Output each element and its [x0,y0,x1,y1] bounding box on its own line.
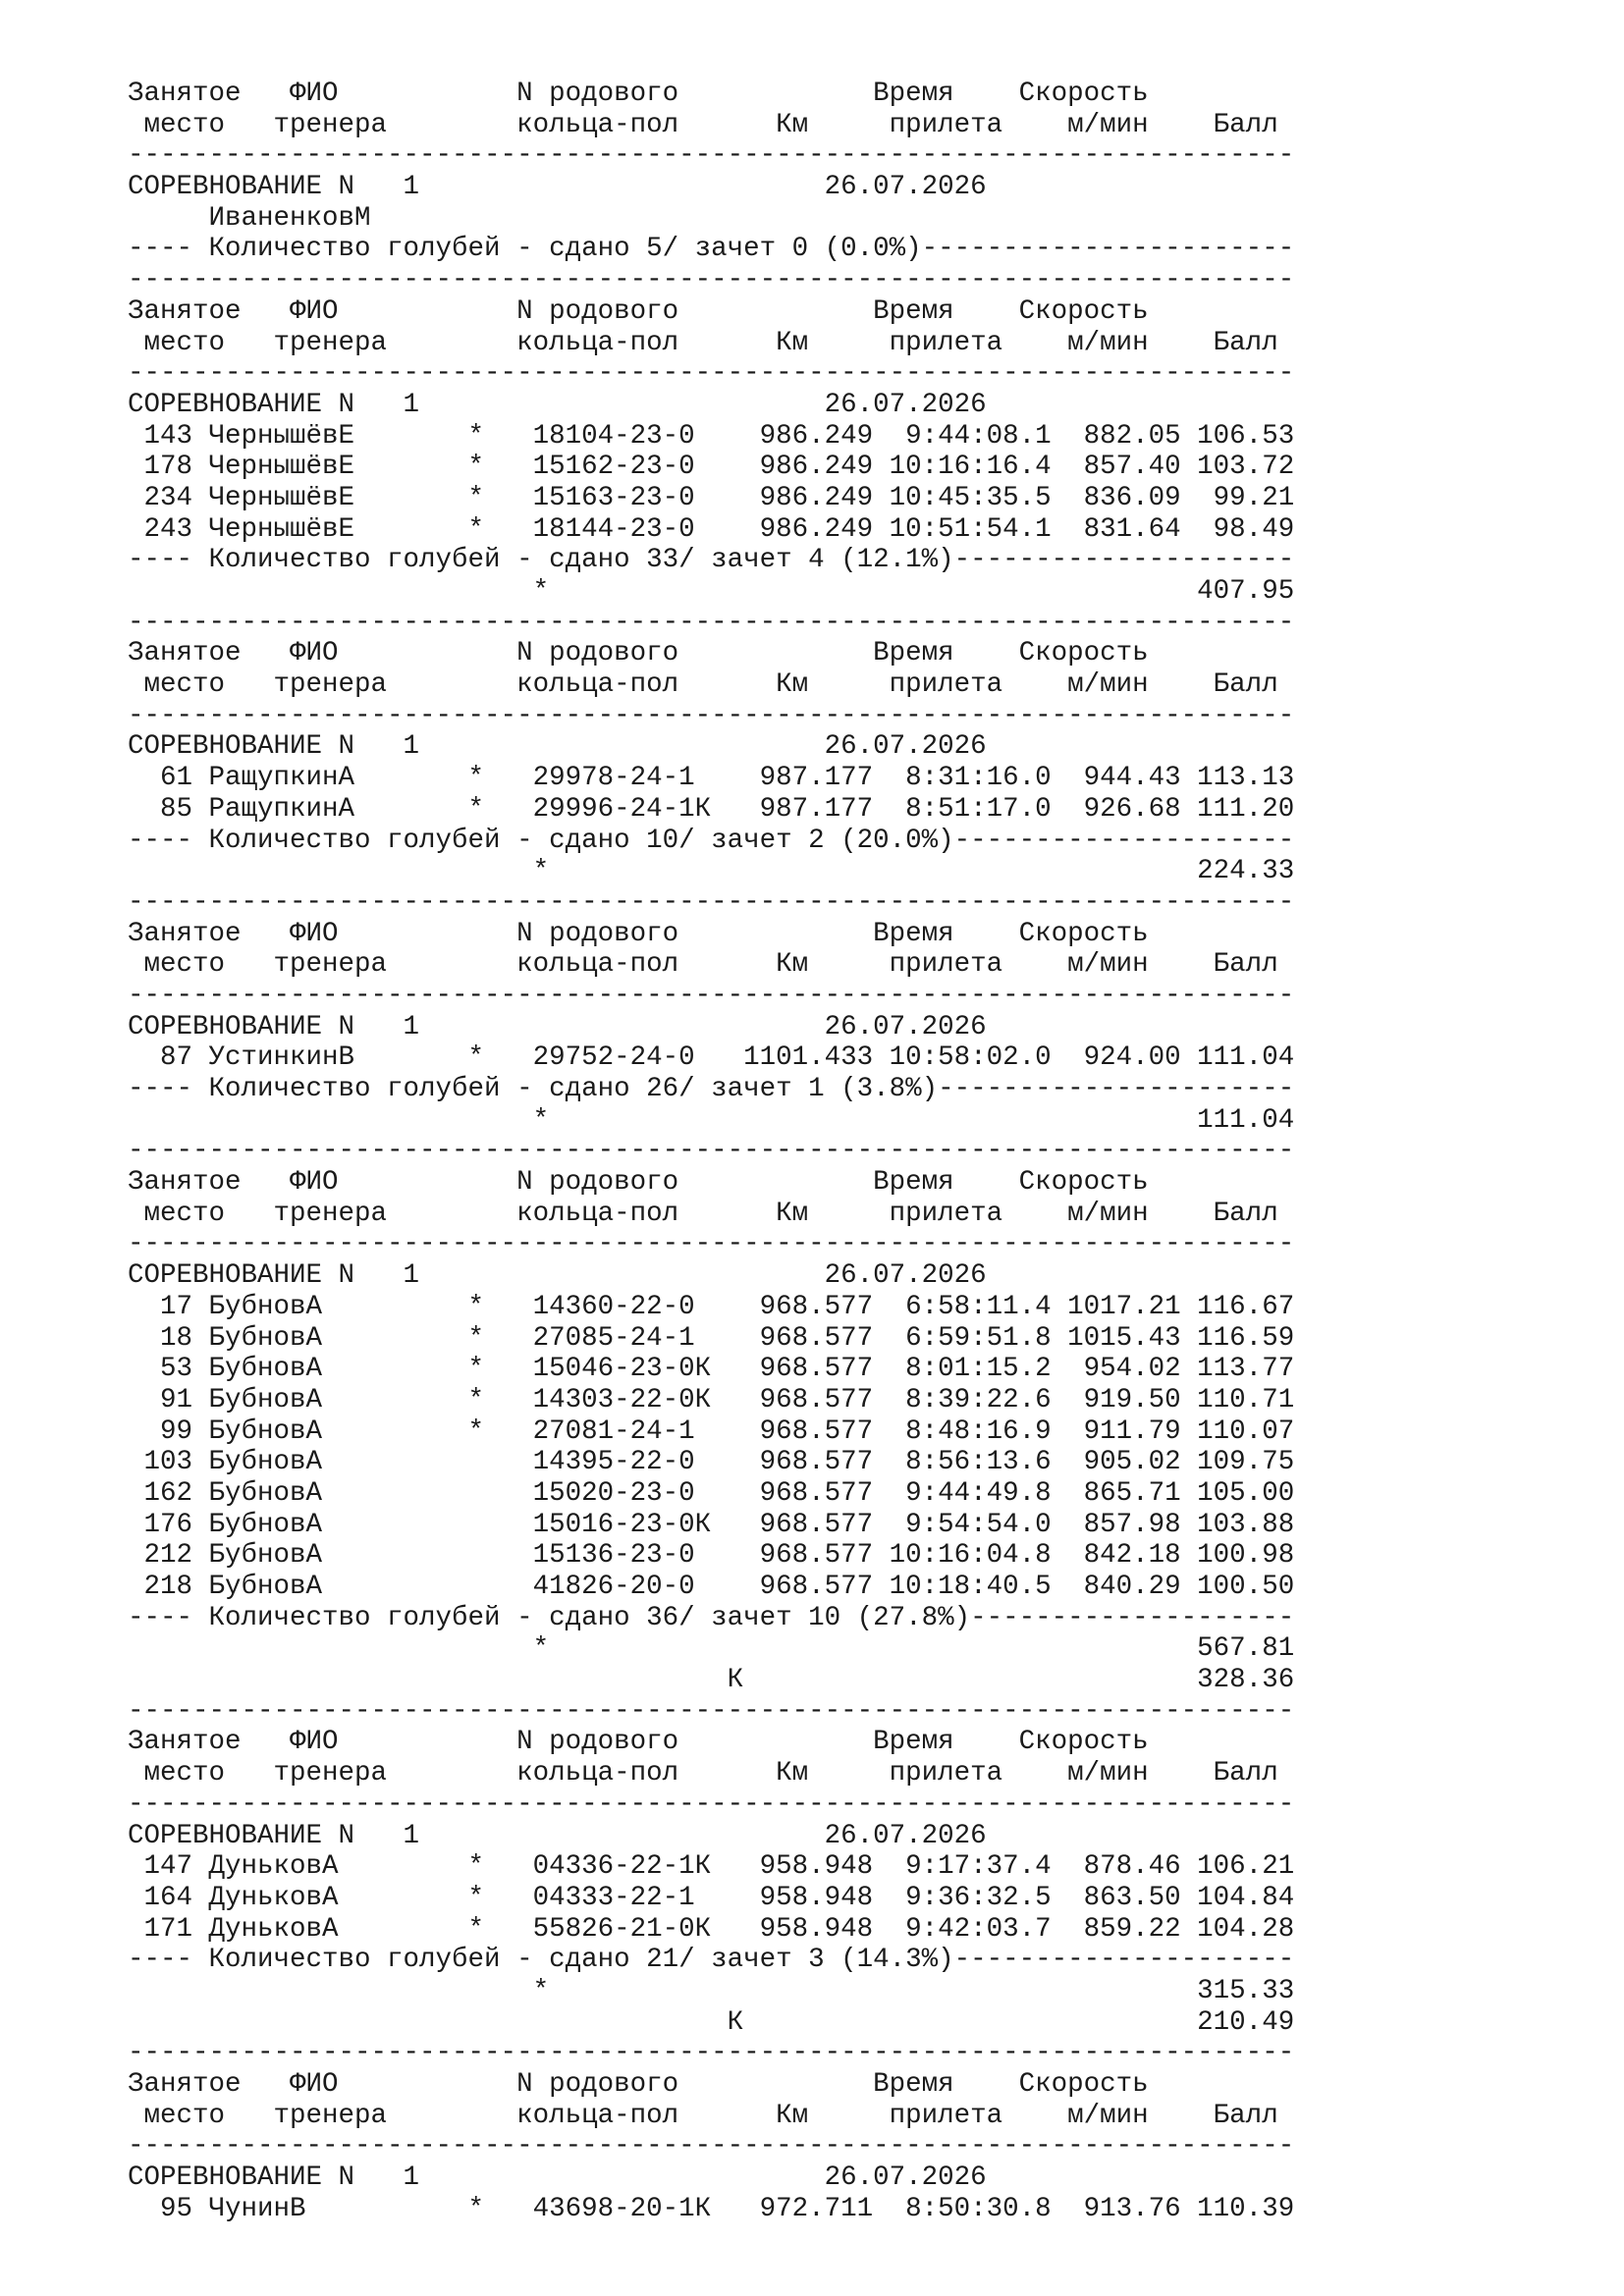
result-row: 234 ЧернышёвЕ * 15163-23-0 986.249 10:45:35.5 836.09 99.21 [128,482,1295,513]
score-total-line: * 224.33 [128,856,1295,887]
separator-line: ------------------------------------------------------------------------ [128,607,1295,638]
result-row: 87 УстинкинВ * 29752-24-0 1101.433 10:58:02.0 924.00 111.04 [128,1042,1295,1074]
separator-line: ------------------------------------------------------------------------ [128,2038,1295,2069]
result-row: 212 БубновА 15136-23-0 968.577 10:16:04.8 842.18 100.98 [128,1540,1295,1572]
competition-header-line: СОРЕВНОВАНИЕ N 1 26.07.2026 [128,1011,987,1042]
result-row: 147 ДуньковА * 04336-22-1К 958.948 9:17:37.4 878.46 106.21 [128,1851,1295,1883]
score-total-line: * 567.81 [128,1633,1295,1665]
result-row: 162 БубновА 15020-23-0 968.577 9:44:49.8 865.71 105.00 [128,1477,1295,1509]
column-header-line: Занятое ФИО N родового Время Скорость [128,295,1149,327]
result-row: 243 ЧернышёвЕ * 18144-23-0 986.249 10:51:54.1 831.64 98.49 [128,513,1295,545]
column-header-line: место тренера кольца-пол Км прилета м/мин Балл [128,949,1278,981]
competition-header-line: СОРЕВНОВАНИЕ N 1 26.07.2026 [128,731,987,763]
pigeon-count-summary-line: ---- Количество голубей - сдано 10/ зачет 2 (20.0%)--------------------- [128,825,1295,856]
column-header-line: Занятое ФИО N родового Время Скорость [128,918,1149,949]
column-header-line: Занятое ФИО N родового Время Скорость [128,2069,1149,2100]
separator-line: ------------------------------------------------------------------------ [128,886,1295,918]
score-total-line: К 210.49 [128,2006,1295,2038]
score-total-line: * 407.95 [128,576,1295,607]
separator-line: ------------------------------------------------------------------------ [128,2131,1295,2163]
trainer-name-line: ИваненковМ [128,202,371,234]
competition-header-line: СОРЕВНОВАНИЕ N 1 26.07.2026 [128,1820,987,1851]
pigeon-count-summary-line: ---- Количество голубей - сдано 33/ зачет 4 (12.1%)--------------------- [128,545,1295,576]
score-total-line: К 328.36 [128,1665,1295,1696]
column-header-line: место тренера кольца-пол Км прилета м/мин Балл [128,327,1278,358]
result-row: 17 БубновА * 14360-22-0 968.577 6:58:11.4 1017.21 116.67 [128,1291,1295,1322]
result-row: 91 БубновА * 14303-22-0К 968.577 8:39:22.6 919.50 110.71 [128,1384,1295,1415]
result-row: 171 ДуньковА * 55826-21-0К 958.948 9:42:03.7 859.22 104.28 [128,1913,1295,1945]
result-row: 18 БубновА * 27085-24-1 968.577 6:59:51.8 1015.43 116.59 [128,1322,1295,1354]
results-report [128,79,1600,2224]
result-row: 53 БубновА * 15046-23-0К 968.577 8:01:15.2 954.02 113.77 [128,1354,1295,1385]
competition-header-line: СОРЕВНОВАНИЕ N 1 26.07.2026 [128,1260,987,1292]
column-header-line: место тренера кольца-пол Км прилета м/мин Балл [128,1198,1278,1229]
column-header-line: Занятое ФИО N родового Время Скорость [128,638,1149,669]
result-row: 85 РащупкинА * 29996-24-1К 987.177 8:51:17.0 926.68 111.20 [128,793,1295,825]
result-row: 143 ЧернышёвЕ * 18104-23-0 986.249 9:44:08.1 882.05 106.53 [128,420,1295,452]
separator-line: ------------------------------------------------------------------------ [128,980,1295,1011]
column-header-line: место тренера кольца-пол Км прилета м/мин Балл [128,1758,1278,1789]
result-row: 103 БубновА 14395-22-0 968.577 8:56:13.6 905.02 109.75 [128,1447,1295,1478]
separator-line: ------------------------------------------------------------------------ [128,1136,1295,1167]
column-header-line: Занятое ФИО N родового Время Скорость [128,1167,1149,1199]
results-page [128,79,1600,2224]
separator-line: ------------------------------------------------------------------------ [128,265,1295,296]
result-row: 164 ДуньковА * 04333-22-1 958.948 9:36:32.5 863.50 104.84 [128,1882,1295,1913]
separator-line: ------------------------------------------------------------------------ [128,1229,1295,1260]
score-total-line: * 111.04 [128,1104,1295,1136]
separator-line: ------------------------------------------------------------------------ [128,700,1295,731]
column-header-line: место тренера кольца-пол Км прилета м/мин Балл [128,669,1278,701]
pigeon-count-summary-line: ---- Количество голубей - сдано 5/ зачет 0 (0.0%)----------------------- [128,234,1295,265]
column-header-line: Занятое ФИО N родового Время Скорость [128,79,1149,109]
separator-line: ------------------------------------------------------------------------ [128,140,1295,172]
competition-header-line: СОРЕВНОВАНИЕ N 1 26.07.2026 [128,2163,987,2194]
separator-line: ------------------------------------------------------------------------ [128,358,1295,390]
competition-header-line: СОРЕВНОВАНИЕ N 1 26.07.2026 [128,172,987,203]
result-row: 218 БубновА 41826-20-0 968.577 10:18:40.5 840.29 100.50 [128,1572,1295,1602]
result-row: 99 БубновА * 27081-24-1 968.577 8:48:16.9 911.79 110.07 [128,1415,1295,1447]
column-header-line: место тренера кольца-пол Км прилета м/мин Балл [128,109,1278,140]
column-header-line: Занятое ФИО N родового Время Скорость [128,1727,1149,1758]
pigeon-count-summary-line: ---- Количество голубей - сдано 36/ зачет 10 (27.8%)-------------------- [128,1602,1295,1633]
result-row: 61 РащупкинА * 29978-24-1 987.177 8:31:16.0 944.43 113.13 [128,763,1295,794]
result-row: 95 ЧунинВ * 43698-20-1К 972.711 8:50:30.8 913.76 110.39 [128,2193,1295,2224]
result-row: 176 БубновА 15016-23-0К 968.577 9:54:54.0 857.98 103.88 [128,1509,1295,1540]
pigeon-count-summary-line: ---- Количество голубей - сдано 21/ зачет 3 (14.3%)--------------------- [128,1945,1295,1976]
score-total-line: * 315.33 [128,1975,1295,2006]
separator-line: ------------------------------------------------------------------------ [128,1789,1295,1820]
pigeon-count-summary-line: ---- Количество голубей - сдано 26/ зачет 1 (3.8%)---------------------- [128,1074,1295,1104]
separator-line: ------------------------------------------------------------------------ [128,1695,1295,1727]
competition-header-line: СОРЕВНОВАНИЕ N 1 26.07.2026 [128,389,987,420]
column-header-line: место тренера кольца-пол Км прилета м/мин Балл [128,2100,1278,2131]
result-row: 178 ЧернышёвЕ * 15162-23-0 986.249 10:16:16.4 857.40 103.72 [128,452,1295,483]
